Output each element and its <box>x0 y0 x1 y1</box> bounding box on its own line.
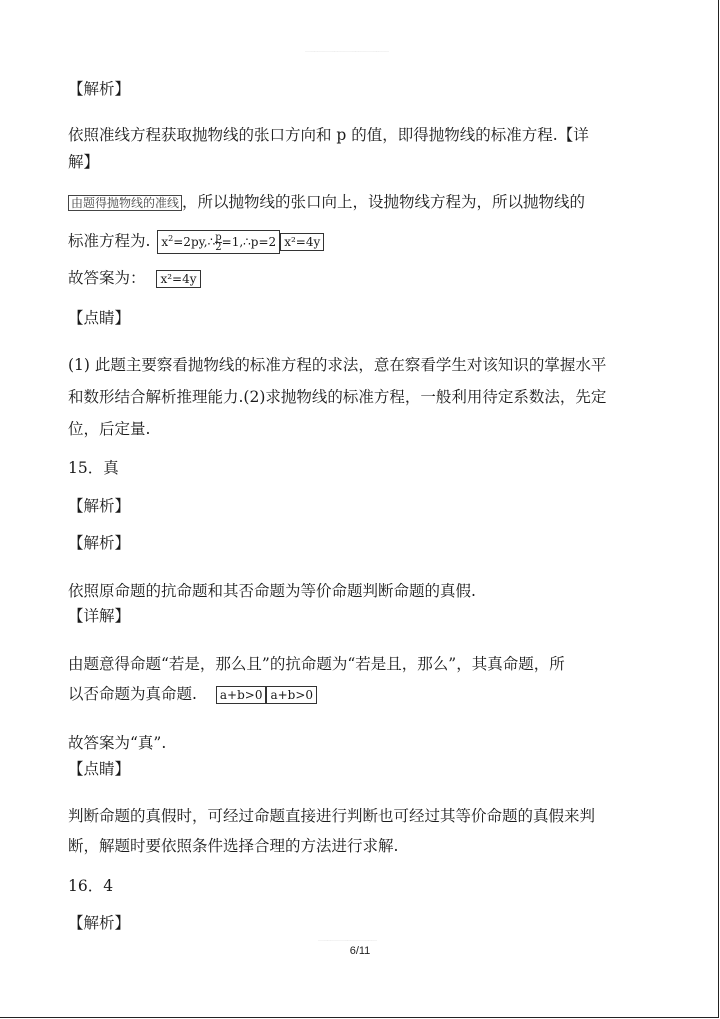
detail-text-2: 标准方程为. <box>68 232 151 250</box>
note1-line-2: 和数形结合解析推理能力.(2)求抛物线的标准方程，一般利用待定系数法，先定 <box>68 388 607 406</box>
note1-line-1: (1) 此题主要察看抛物线的标准方程的求法，意在察看学生对该知识的掌握水平 <box>68 356 607 374</box>
heading-xiangjie: 【详解】 <box>68 607 131 625</box>
heading-dianjing-1: 【点睛】 <box>68 309 131 327</box>
note2-line-2: 断，解题时要依照条件选择合理的方法进行求解. <box>68 837 399 855</box>
page-number: 6/11 <box>349 945 371 957</box>
heading-dianjing-2: 【点睛】 <box>68 760 131 778</box>
clipped-formula-image: 由题得抛物线的准线 <box>68 195 182 211</box>
note1-line-3: 位，后定量. <box>68 420 151 438</box>
q15-detail-line-2 <box>68 684 317 704</box>
intro-line-2: 解】 <box>68 153 100 171</box>
equation-box-2: x²=4y <box>280 233 324 251</box>
heading-jiexi-4: 【解析】 <box>68 914 131 932</box>
fraction-p-over-2: $\frac{p}{2}$ <box>215 232 222 253</box>
footer-watermark: .............................................................. <box>318 938 378 942</box>
equation-box-3: a+b>0 <box>216 686 267 704</box>
question-15-title: 15．真 <box>68 459 119 477</box>
equation-box-4: a+b>0 <box>266 686 317 704</box>
detail-line-2 <box>68 230 324 254</box>
answer-equation-box: x²=4y <box>156 270 200 288</box>
heading-jiexi: 【解析】 <box>68 80 131 98</box>
answer-line-2: 故答案为“真”. <box>68 734 167 752</box>
answer-line-1 <box>68 268 201 288</box>
note2-line-1: 判断命题的真假时，可经过命题直接进行判断也可经过其等价命题的真假来判 <box>68 807 596 825</box>
question-16-title: 16．4 <box>68 877 114 895</box>
header-watermark: ........................................................................................ <box>305 49 389 53</box>
intro-line-1: 依照准线方程获取抛物线的张口方向和 p 的值，即得抛物线的标准方程.【详 <box>68 126 589 144</box>
q15-detail-line-1: 由题意得命题“若是，那么且”的抗命题为“若是且，那么”，其真命题，所 <box>68 655 565 673</box>
heading-jiexi-2: 【解析】 <box>68 497 131 515</box>
detail-line-1 <box>68 192 585 212</box>
equation-box-1: $x^2=2py,\therefore$ $\frac{p}{2}$ =1,∴p=2 <box>157 230 280 254</box>
q15-detail-text-2: 以否命题为真命题. <box>68 685 197 703</box>
heading-jiexi-3: 【解析】 <box>68 534 131 552</box>
detail-text-1: ，所以抛物线的张口向上，设抛物线方程为，所以抛物线的 <box>182 193 586 211</box>
q15-intro: 依照原命题的抗命题和其否命题为等价命题判断命题的真假. <box>68 582 476 600</box>
answer-label-1: 故答案为： <box>68 269 146 287</box>
